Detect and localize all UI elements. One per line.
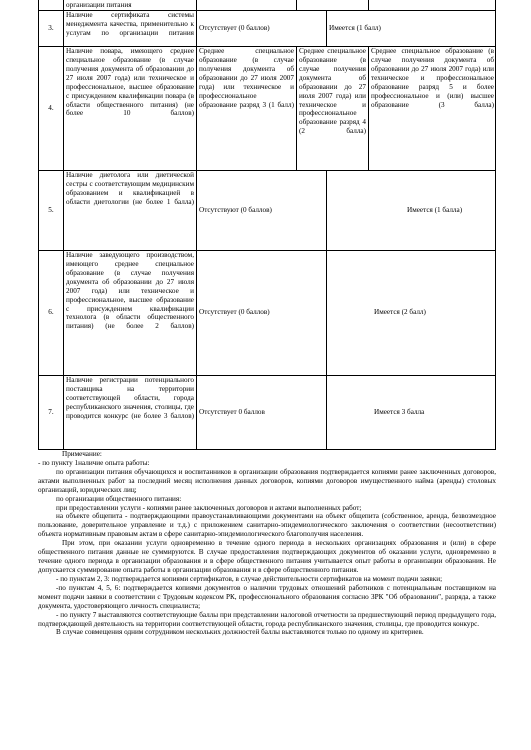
note-paragraph: по организации общественного питания: [56,494,182,503]
table-row [38,170,496,251]
row-number-cell: 4. [38,46,63,170]
note-paragraph: - по пункту 7 выставляются соответствующие баллы при представлении налоговой отчетности за предшествующий период предыдущего года, подтверждающей деятельность на территории соответствующей области, города республиканского значения, столицы, где проводится конкурс. [38,610,496,628]
notes-heading: Примечание: [62,450,102,458]
criterion-cell: Наличие сертификата системы менеджмента качества, применительно к услугам по организации питания [63,10,196,46]
note-paragraph: В случае совмещения одним сотрудником нескольких должностей баллы выставляются только по одному из критериев. [56,628,424,637]
table-row [38,46,496,171]
absent-cell: Среднее специальное образование (в случае получения документа об образовании до 27 июля 2007 года) или техническое и профессиональное образование разряд 3 (1 балл) [196,46,296,170]
middle-cell [296,0,368,10]
row-number-cell [38,0,63,10]
criterion-cell: Наличие диетолога или диетической сестры с соответствующим медицинским образованием и квалификацией в области диетологии (не более 1 балла) [63,170,196,250]
notes-section [38,450,496,637]
row-number-cell: 3. [38,10,63,46]
present-cell: Имеется (1 балла) [326,170,496,250]
table-row [38,250,496,376]
criterion-cell: организации питания [63,0,196,10]
note-paragraph: на объекте общепита - подтверждающими правоустанавливающими документами на объект общепита (собственное, аренда, безвозмездное пользование, доверительное управление и т.д.) с приложением санитарно-эпидемиологического заключения о соответствии (несоответствии) объекта нормативным правовым актам в сфере санитарно-эпидемиологического благополучия населения. [38,512,496,539]
note-paragraph: - по пунктам 2, 3: подтверждается копиями сертификатов, в случае действительности сертификатов на момент подачи заявки; [56,574,443,583]
note-paragraph: по организации питания обучающихся и воспитанников в организации образования подтверждается копиями ранее заключенных договоров, актами выполненных работ за последний месяц исполнения данных договоров, копиями договоров имущественного найма (аренды) столовых организаций, юридических лиц; [38,467,496,494]
table-row [38,375,496,449]
criterion-cell: Наличие регистрации потенциального поставщика на территории соответствующей области, города республиканского значения, столицы, где проводится конкурс (не более 3 баллов) [63,375,196,449]
present-cell: Среднее специальное образование (в случае получения документа об образовании до 27 июля 2007 года) или техническое и профессиональное образование разряд 5 и более профессиональное и (или) высшее образование (3 балла) [368,46,496,170]
note-paragraph: при предоставлении услуги - копиями ранее заключенных договоров и актами выполненных работ; [56,503,362,512]
row-number-cell: 5. [38,170,63,250]
note-paragraph: При этом, при оказании услуги одновременно в течение одного периода в нескольких организациях образования и (или) в сфере общественного питания данные не суммируются. В случае предоставления подтверждающих документов об оказании услуги, одновременно в течение одного периода в организации образования и в сфере общественного питания учитывается опыт работы в организации образования. Не допускается суммирование опыта работы в организации образования и в сфере общественного питания. [38,539,496,574]
absent-cell: Отсутствует 0 баллов [196,375,326,449]
criterion-cell: Наличие повара, имеющего среднее специальное образование (в случае получения документа об образовании до 27 июля 2007 года) или техническое и профессиональное, высшее образование с присуждением квалификации повара (в области общественного питания) (не более 10 баллов) [63,46,196,170]
present-cell [368,0,496,10]
table-row [38,10,496,47]
note-paragraph: - по пункту 1наличие опыта работы: [38,458,150,467]
present-cell: Имеется 3 балла [326,375,496,449]
absent-cell: Отсутствует (0 баллов) [196,10,326,46]
middle-cell: Среднее специальное образование (в случае получения документа об образовании до 27 июля 2007 года) или техническое и профессиональное образование разряд 4 (2 балла) [296,46,368,170]
present-cell: Имеется (2 балл) [326,250,496,375]
absent-cell [196,0,296,10]
row-number-cell: 7. [38,375,63,449]
note-paragraph: -по пунктам 4, 5, 6: подтверждается копиями документов о наличии трудовых отношений работников с потенциальным поставщиком на момент подачи заявки в соответствии с Трудовым кодексом РК, профессионального образования согласно ЗРК "Об образовании", разряда, а также документа, удостоверяющего личность специалиста; [38,583,496,610]
present-cell: Имеется (1 балл) [326,10,496,46]
absent-cell: Отсутствуют (0 баллов) [196,170,326,250]
absent-cell: Отсутствует (0 баллов) [196,250,326,375]
row-number-cell: 6. [38,250,63,375]
criterion-cell: Наличие заведующего производством, имеющего среднее специальное образование (в случае получения документа об образовании до 27 июля 2007 года) или техническое и профессиональное, высшее образование с присуждением квалификации технолога (в области общественного питания) (не более 2 баллов) [63,250,196,375]
